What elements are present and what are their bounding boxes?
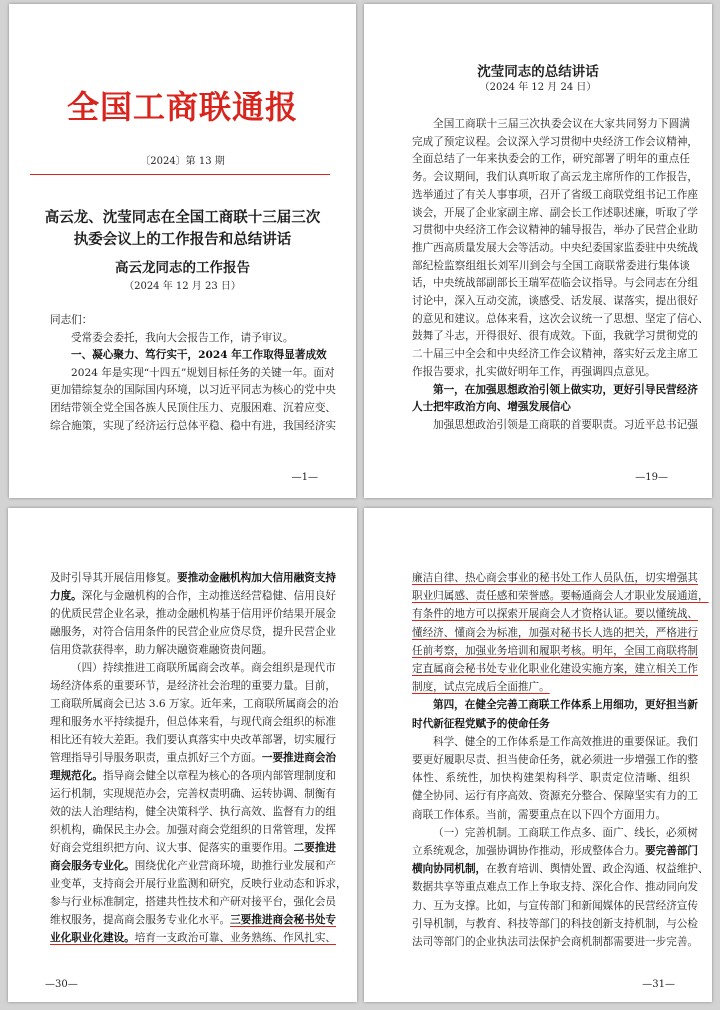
text-run: 立系统观念，加强协调协作推动，形成整体合力。: [412, 845, 646, 858]
bold-text: 二要推进: [293, 842, 337, 854]
red-divider: [30, 174, 330, 175]
text-run: 选举通过了有关人事事项，召开了省级工商联党组书记工作座: [412, 188, 699, 201]
text-line: [412, 860, 709, 878]
text-line: [50, 767, 337, 785]
bold-text: 要推动金融机构加大信用融资支持: [177, 572, 337, 584]
text-run: 理和服务水平持续提升，但总体来看，与现代商会组织的标准: [50, 716, 337, 728]
text-line: [50, 418, 337, 436]
text-run: （四）持续推进工商联所属商会改革。商会组织是现代市: [71, 662, 336, 674]
text-line: [412, 696, 698, 714]
text-line: [50, 400, 337, 418]
text-line: [412, 151, 690, 169]
text-run: 习贯彻中央经济工作会议精神的辅导报告，举办了民营企业助: [412, 224, 699, 237]
text-line: [412, 787, 699, 805]
text-line: [412, 134, 699, 152]
text-run: 在教育培训、舆情处置、政企沟通、权益维护、: [486, 863, 709, 876]
text-run: 科学、健全的工作体系是工作高效推进的重要保证。我们: [433, 735, 698, 748]
text-run: 参与行业标准制定，搭建共性技术和产研对接平台，强化会员: [50, 896, 337, 908]
bold-text: 商会服务专业化。: [50, 860, 135, 872]
text-line: [412, 417, 698, 435]
page-31: [364, 508, 712, 1002]
bold-text: 第一，在加强思想政治引领上做实功，更好引导民营经济: [433, 383, 698, 396]
text-line: [50, 893, 337, 911]
text-run: 全面总结了一年来执委会的工作，研究部署了明年的重点任: [412, 153, 690, 166]
bold-text: 人士把牢政治方向、增强发展信心: [412, 401, 571, 414]
text-line: [412, 169, 699, 187]
text-run: 有条件的地方可以探索开展商会人才资格认证。要以懂统战、: [412, 608, 699, 621]
text-run: 职业归属感、责任感和荣誉感。要畅通商会人才职业发展通道，: [412, 590, 709, 603]
text-line: [50, 365, 333, 383]
text-line: [412, 205, 699, 223]
text-run: 话，中央统战部副部长王瑞军莅临会议指导。与会同志在分组: [412, 277, 699, 290]
text-line: [50, 857, 337, 875]
bold-text: 时代新征程党赋予的使命任务: [412, 717, 550, 730]
text-line: [412, 806, 690, 824]
text-line: [412, 346, 699, 364]
text-line: [412, 222, 699, 240]
text-line: [50, 677, 337, 695]
text-line: [412, 328, 699, 346]
section-date: （2024 年 12 月 23 日）: [124, 281, 241, 292]
body-text: [412, 569, 709, 951]
section-date: （2024 年 12 月 24 日）: [479, 82, 597, 93]
text-line: [50, 623, 337, 641]
text-run: 引导机制，与教育、科技等部门的科技创新支持机制，与公检: [412, 917, 699, 930]
text-line: [412, 187, 699, 205]
text-run: 作报告要求，扎实做好明年工作，再强调四点意见。: [412, 365, 656, 378]
page-number: —31—: [642, 979, 675, 990]
text-run: 的意见和建议。总体来看，这次会议统一了思想、坚定了信心、: [412, 312, 709, 325]
text-line: [50, 330, 333, 348]
text-run: 运行机制，实现规范办会，完善权责明确、运转协调、制衡有: [50, 788, 337, 800]
text-run: 务。会议期间，我们认真听取了高云龙主席所作的工作报告，: [412, 171, 699, 184]
text-line: [50, 695, 339, 713]
text-run: 要更好履职尽责、担当使命任务，就必须进一步增强工作的整: [412, 754, 699, 767]
text-line: [50, 839, 337, 857]
text-line: [412, 311, 709, 329]
text-run: 廉洁自律、热心商会事业的秘书处工作人员队伍，切实增强其: [412, 572, 699, 584]
text-run: 定直属商会秘书处专业化职业化建设实施方案，建立相关工作: [412, 663, 699, 676]
text-line: [50, 821, 337, 839]
text-run: 培育一支政治可靠、业务熟练、作风扎实、: [134, 932, 337, 944]
bold-text: 横向协同机制，: [412, 863, 487, 876]
text-line: [50, 749, 337, 767]
text-run: 商联工作体系。当前，需要重点在以下四个方面用力。: [412, 808, 667, 821]
text-run: 加强思想政治引领是工商联的首要职责。习近平总书记强: [433, 418, 698, 431]
text-run: 讨论中，深入互动交流，谈感受、话发展、谋落实，提出很好: [412, 295, 699, 308]
text-line: [412, 399, 690, 417]
text-run: 2024 年是实现“十四五”规划目标任务的关键一年。面对: [71, 366, 335, 379]
text-line: [412, 678, 690, 696]
text-line: [50, 587, 337, 605]
text-line: [50, 803, 337, 821]
text-run: 推广西高质量发展大会等活动。中央纪委国家监委驻中央统战: [412, 241, 699, 254]
text-run: 更加错综复杂的国际国内环境，以习近平同志为核心的党中央: [50, 384, 337, 397]
headline-line: 执委会议上的工作报告和总结讲话: [73, 231, 292, 248]
text-line: [412, 240, 699, 258]
text-line: [412, 642, 699, 660]
text-line: [412, 842, 699, 860]
text-run: 数据共享等重点难点工作上争取支持、深化合作、推动同向发: [412, 881, 699, 894]
page-number: —19—: [635, 472, 668, 483]
text-line: [50, 713, 337, 731]
text-run: （一）完善机制。工商联工作点多、面广、线长，必须树: [433, 826, 698, 839]
text-run: 谈会，开展了企业家副主席、副会长工作述职述廉，听取了学: [412, 206, 699, 219]
text-run: 好商会党组织把方向、议大事、促落实的重要作用。: [50, 842, 294, 854]
text-run: 综合施策，实现了经济运行总体平稳、稳中有进，我国经济实: [50, 419, 337, 432]
text-run: 信用贷款获得率，助力解决融资难融资贵问题。: [50, 644, 273, 656]
issue-number: 〔2024〕第 13 期: [140, 156, 225, 167]
text-run: 场经济体系的重要环节，是经济社会治理的重要力量。目前，: [50, 680, 337, 692]
text-line: [412, 933, 699, 951]
text-line: [412, 275, 699, 293]
text-run: 维权服务，提高商会服务专业化水平。: [50, 914, 231, 926]
text-line: [50, 911, 337, 929]
text-run: 指导商会健全以章程为核心的各项内部管理制度和: [102, 770, 337, 782]
text-run: 法司等部门的企业执法司法保护会商机制都需要进一步完善。: [412, 936, 699, 949]
bold-text: 三要推进商会秘书处专: [230, 914, 337, 926]
text-line: [412, 382, 698, 400]
text-run: 受常委会委托，我向大会报告工作，请予审议。: [71, 331, 294, 344]
bold-text: 要完善部门: [645, 845, 699, 858]
text-line: [50, 347, 333, 365]
text-run: 工商联所属商会已达 3.6 万家。近年来，工商联所属商会的治: [50, 698, 339, 710]
text-run: 力、互为支撑。比如，与宣传部门和新闻媒体的民营经济宣传: [412, 899, 699, 912]
text-line: [412, 751, 699, 769]
masthead-title: 全国工商联通报: [66, 88, 298, 126]
text-run: 部纪检监察组组长刘军川到会与全国工商联常委进行集体谈: [412, 259, 690, 272]
text-run: 体性、系统性，加快构建架构科学、职责定位清晰、组织: [412, 772, 690, 785]
text-run: 懂经济、懂商会为标准，加强对秘书长人选的把关，严格进行: [412, 626, 699, 639]
text-line: [412, 587, 709, 605]
text-line: [50, 929, 337, 947]
text-run: 完成了预定议程。会议深入学习贯彻中央经济工作会议精神，: [412, 135, 699, 148]
text-line: [50, 569, 337, 587]
text-run: 围绕优化产业营商环境，助推行业发展和产: [134, 860, 337, 872]
bold-text: 业化职业化建设。: [50, 932, 135, 944]
page-1: [9, 4, 356, 498]
text-run: 团结带领全党全国各族人民顶住压力、克服困难、沉着应变、: [50, 401, 337, 414]
text-line: [412, 660, 699, 678]
text-line: [412, 733, 698, 751]
page-19: [364, 4, 712, 498]
text-line: [50, 605, 337, 623]
text-run: 管理指导引导服务职责，重点抓好三个方面。: [50, 752, 262, 764]
text-line: [50, 731, 337, 749]
text-line: [412, 569, 699, 587]
body-text: [50, 569, 347, 947]
text-line: [50, 659, 336, 677]
bold-text: 力度。: [50, 590, 82, 602]
text-line: [412, 364, 690, 382]
text-run: 织机构，确保民主办会。加强对商会党组织的日常管理，发挥: [50, 824, 337, 836]
section-title: 沈莹同志的总结讲话: [477, 64, 599, 80]
bold-text: 一、凝心聚力、笃行实干，2024 年工作取得显著成效: [71, 349, 327, 362]
text-line: [412, 878, 699, 896]
text-run: 健全协同、运行有序高效、资源充分整合、保障坚实有力的工: [412, 790, 699, 803]
text-run: 相比还有较大差距。我们要认真落实中央改革部署，切实履行: [50, 734, 337, 746]
text-run: 鼓舞了斗志，开得很好、很有成效。下面，我就学习贯彻党的: [412, 330, 699, 343]
headline-line: 高云龙、沈莹同志在全国工商联十三届三次: [44, 209, 321, 226]
text-line: [412, 897, 699, 915]
body-text: [50, 312, 337, 435]
text-run: 制度，试点完成后全面推广。: [412, 681, 550, 694]
text-line: [412, 715, 690, 733]
text-run: 的优质民营企业名录，推动金融机构基于信用评价结果开展金: [50, 608, 337, 620]
text-run: 效的法人治理结构，健全决策科学、执行高效、监督有力的组: [50, 806, 337, 818]
bold-text: 理规范化。: [50, 770, 103, 782]
text-line: [412, 824, 698, 842]
text-line: [412, 258, 690, 276]
text-line: [50, 641, 330, 659]
text-run: 及时引导其开展信用修复。: [50, 572, 178, 584]
text-run: 任前考察，加强业务培训和履职考核。明年，全国工商联将制: [412, 644, 699, 657]
text-line: [412, 624, 699, 642]
text-line: [412, 605, 699, 623]
text-line: [50, 312, 333, 330]
text-run: 业变革，支持商会开展行业监测和研究，反映行业动态和诉求，: [50, 878, 347, 890]
text-line: [412, 915, 699, 933]
headline: [9, 207, 356, 251]
section-title: 高云龙同志的工作报告: [115, 260, 250, 276]
bold-text: 第四，在健全完善工商联工作体系上用细功，更好担当新: [433, 699, 698, 712]
body-text: [412, 116, 709, 435]
text-line: [50, 875, 347, 893]
page-30: [8, 508, 357, 1002]
page-number: —30—: [45, 979, 78, 990]
text-line: [412, 769, 690, 787]
text-run: 二十届三中全会和中央经济工作会议精神，落实好云龙主席工: [412, 348, 699, 361]
text-line: [50, 382, 337, 400]
text-line: [412, 116, 690, 134]
bold-text: 一要推进商会治: [261, 752, 337, 764]
text-run: 同志们：: [50, 314, 93, 326]
text-line: [412, 293, 699, 311]
text-run: 融服务，对符合信用条件的民营企业应贷尽贷，提升民营企业: [50, 626, 337, 638]
text-run: 全国工商联十三届三次执委会议在大家共同努力下圆满: [433, 118, 690, 130]
text-line: [50, 785, 337, 803]
page-number: —1—: [291, 472, 318, 483]
text-run: 深化与金融机构的合作，主动推送经营稳健、信用良好: [81, 590, 337, 602]
